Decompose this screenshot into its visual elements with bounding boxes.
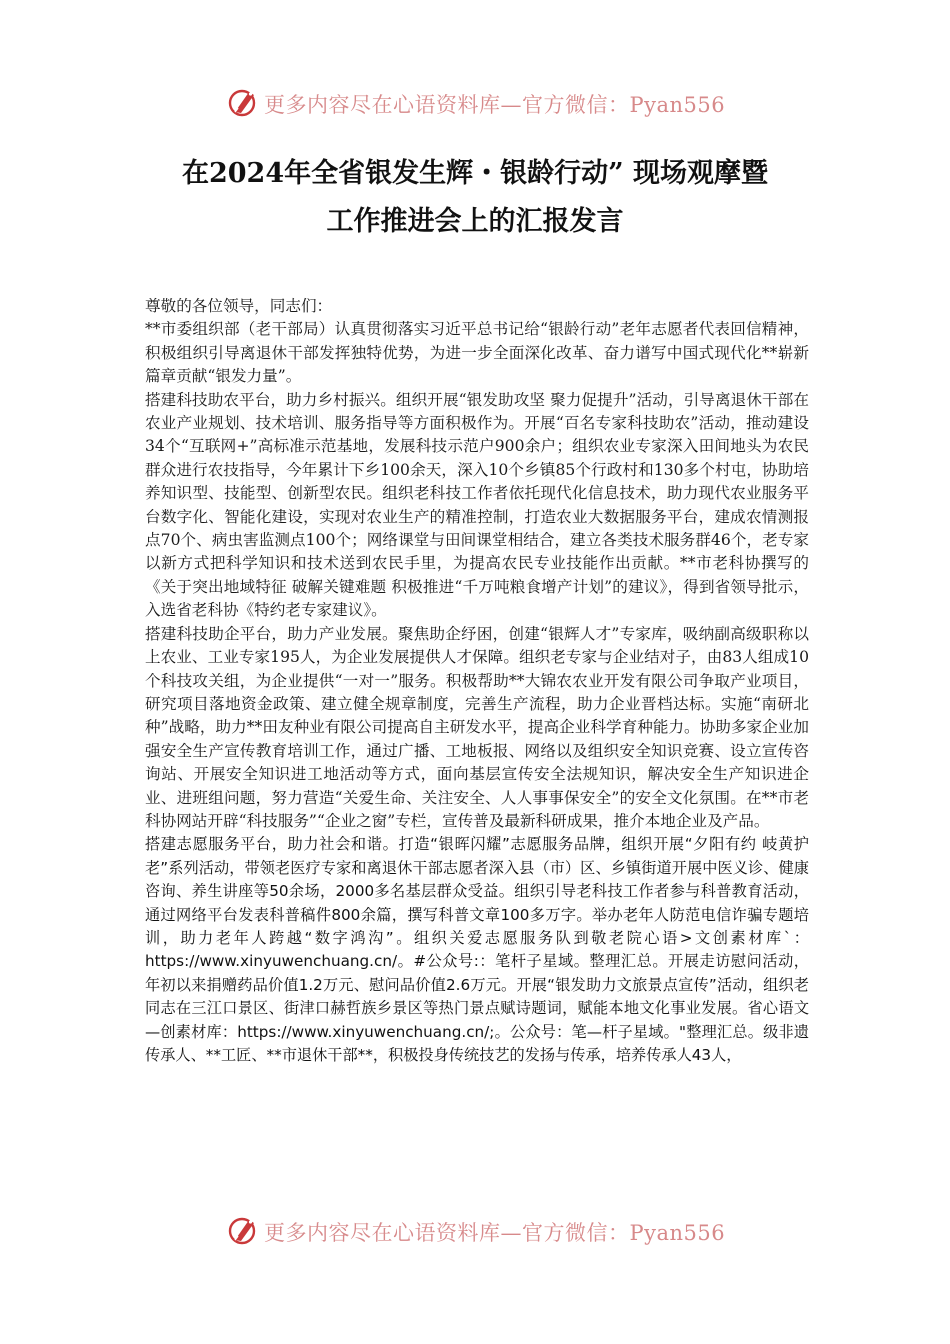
document-title [60, 150, 890, 246]
pen-nib-logo-icon [227, 86, 259, 118]
paragraph-volunteer: 搭建志愿服务平台，助力社会和谐。打造“银晖闪耀”志愿服务品牌，组织开展“夕阳有约 岐黄护老”系列活动，带领老医疗专家和离退休干部志愿者深入县（市）区、乡镇街道开展中医义诊、健康咨询、养生讲座等50余场，2000多名基层群众受益。组织引导老科技工作者参与科普教育活动，通过网络平台发表科普稿件800余篇，撰写科普文章100多万字。举办老年人防范电信诈骗专题培训，助力老年人跨越“数字鸿沟”。组织关爱志愿服务队到敬老院心语>文创素材库`：https://www.xinyuwenchuang.cn/。#公众号:：笔杆子星域。整理汇总。开展走访慰问活动，年初以来捐赠药品价值1.2万元、慰问品价值2.6万元。开展“银发助力文旅景点宣传”活动，组织老同志在三江口景区、街津口赫哲族乡景区等热门景点赋诗题词，赋能本地文化事业发展。省心语文—创素材库：https://www.xinyuwenchuang.cn/;。公众号：笔—杆子星域。"整理汇总。级非遗传承人、**工匠、**市退休干部**，积极投身传统技艺的发扬与传承，培养传承人43人， [145, 835, 809, 1064]
watermark-text: 更多内容尽在心语资料库—官方微信：Pyan556 [264, 1221, 726, 1245]
title-line-1: 在2024年全省银发生辉・银龄行动” 现场观摩暨 [181, 158, 769, 189]
paragraph-enterprise: 搭建科技助企平台，助力产业发展。聚焦助企纾困，创建“银辉人才”专家库，吸纳副高级职称以上农业、工业专家195人，为企业发展提供人才保障。组织老专家与企业结对子，由83人组成10个科技攻关组，为企业提供“一对一”服务。积极帮助**大锦农农业开发有限公司争取产业项目，研究项目落地资金政策、建立健全规章制度，完善生产流程，助力企业晋档达标。实施“南研北种”战略，助力**田友种业有限公司提高自主研发水平，提高企业科学育种能力。协助多家企业加强安全生产宣传教育培训工作，通过广播、工地板报、网络以及组织安全知识竞赛、设立宣传咨询站、开展安全知识进工地活动等方式，面向基层宣传安全法规知识，解决安全生产知识进企业、进班组问题，努力营造“关爱生命、关注安全、人人事事保安全”的安全文化氛围。在**市老科协网站开辟“科技服务”“企业之窗”专栏，宣传普及最新科研成果，推介本地企业及产品。 [145, 624, 809, 830]
paragraph-intro: **市委组织部（老干部局）认真贯彻落实习近平总书记给“银龄行动”老年志愿者代表回信精神，积极组织引导离退休干部发挥独特优势，为进一步全面深化改革、奋力谱写中国式现代化**崭新篇章贡献“银发力量”。 [145, 320, 809, 386]
title-line-2: 工作推进会上的汇报发言 [326, 206, 624, 237]
watermark-banner-top [0, 80, 950, 120]
document-body [145, 295, 809, 1067]
watermark-text: 更多内容尽在心语资料库—官方微信：Pyan556 [264, 93, 726, 117]
paragraph-agriculture: 搭建科技助农平台，助力乡村振兴。组织开展“银发助攻坚 聚力促提升”活动，引导离退休干部在农业产业规划、技术培训、服务指导等方面积极作为。开展“百名专家科技助农”活动，推动建设34个“互联网+”高标准示范基地，发展科技示范户900余户；组织农业专家深入田间地头为农民群众进行农技指导，今年累计下乡100余天，深入10个乡镇85个行政村和130多个村屯，协助培养知识型、技能型、创新型农民。组织老科技工作者依托现代化信息技术，助力现代农业服务平台数字化、智能化建设，实现对农业生产的精准控制，打造农业大数据服务平台，建成农情测报点70个、病虫害监测点100个；网络课堂与田间课堂相结合，建立各类技术服务群46个，老专家以新方式把科学知识和技术送到农民手里，为提高农民专业技能作出贡献。**市老科协撰写的《关于突出地域特征 破解关键难题 积极推进“千万吨粮食增产计划”的建议》，得到省领导批示，入选省老科协《特约老专家建议》。 [145, 390, 809, 620]
pen-nib-logo-icon [227, 1214, 259, 1246]
watermark-banner-bottom [0, 1208, 950, 1248]
salutation: 尊敬的各位领导，同志们： [145, 297, 333, 315]
